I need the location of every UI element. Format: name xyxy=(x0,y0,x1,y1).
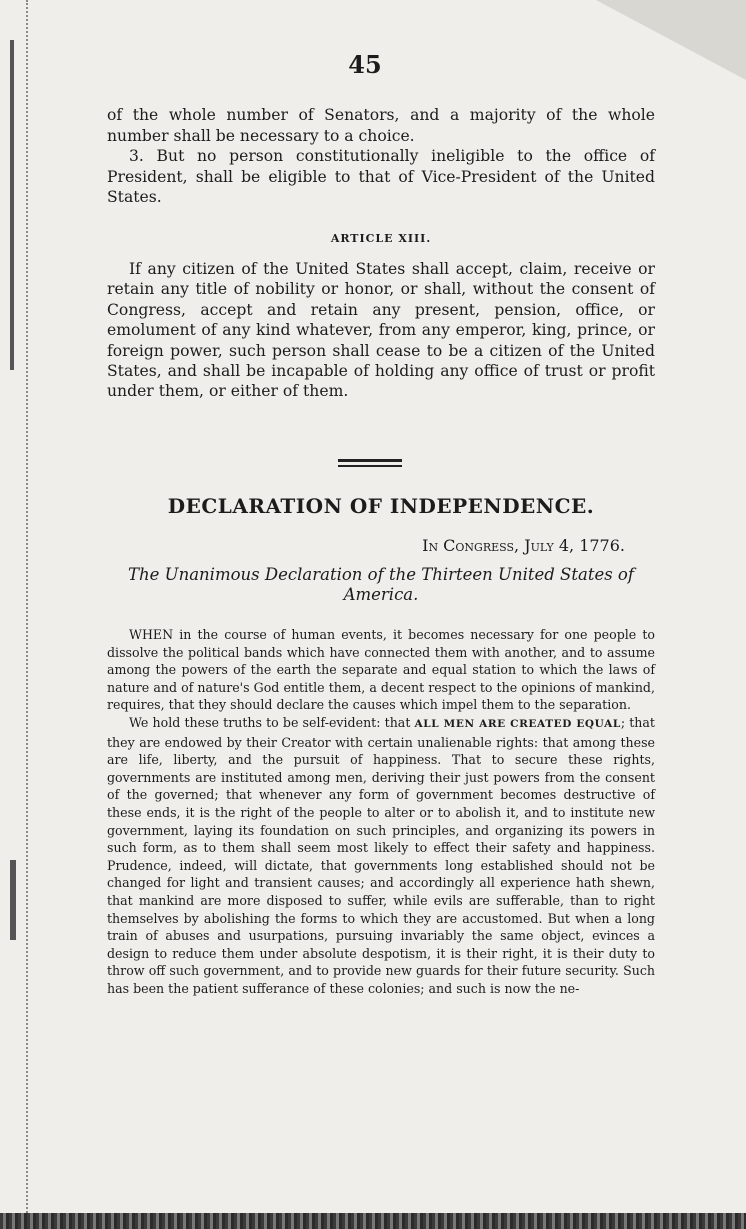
all-men-created-equal: ALL MEN ARE CREATED EQUAL xyxy=(414,717,621,730)
article-xiii-heading: ARTICLE XIII. xyxy=(330,232,432,245)
section-divider xyxy=(338,459,402,462)
paragraph-2-rest: ; that they are endowed by their Creator with certain unalienable rights: that among these are life, liberty, and the pursuit of happiness. That to secure these rights, governments are instituted among men, deriving their just powers from the consent of the governed; that whenever any form of government becomes destructive of these ends, it is the right of the people to alter or to abolish it, and to institute new government, laying its foundation on such principles, and organizing its powers in such form, as to them shall seem most likely to effect their safety and happiness. Prudence, indeed, will dictate, that governments long established should not be changed for light and transient causes; and accordingly all experience hath shewn, that mankind are more disposed to suffer, while evils are sufferable, than to right themselves by abolishing the forms to which they are accustomed. But when a long train of abuses and usurpations, pursuing invariably the same object, evinces a design to reduce them under absolute despotism, it is their right, it is their duty to throw off such government, and to provide new guards for their future security. Such has been the patient sufferance of these colonies; and such is now the ne- xyxy=(107,714,655,996)
declaration-body xyxy=(107,626,655,997)
binding-stain xyxy=(10,860,16,940)
declaration-paragraph-1: WHEN in the course of human events, it becomes necessary for one people to dissolve the political bands which have connected them with another, and to assume among the powers of the earth the separate and equal station to which the laws of nature and of nature's God entitle them, a decent respect to the opinions of mankind, requires, that they should declare the causes which impel them to the separation. xyxy=(107,627,655,713)
paragraph-2-lead: We hold these truths to be self-evident: that xyxy=(129,714,411,730)
congress-dateline: In Congress, July 4, 1776. xyxy=(422,536,625,555)
declaration-paragraph-2 xyxy=(107,714,655,998)
page-number: 45 xyxy=(348,50,382,79)
folded-corner xyxy=(596,0,746,80)
section-divider xyxy=(338,465,402,467)
article-xiii-text: If any citizen of the United States shall accept, claim, receive or retain any title of nobility or honor, or shall, without the consent of Congress, accept and retain any present, pension, office, or emolument of any kind whatever, from any emperor, king, prince, or foreign power, such person shall cease to be a citizen of the United States, and shall be incapable of holding any office of trust or profit under them, or either of them. xyxy=(107,260,655,401)
page-bottom-edge xyxy=(0,1213,746,1229)
declaration-subtitle: The Unanimous Declaration of the Thirteen United States of America. xyxy=(128,565,634,604)
binding-stain xyxy=(10,40,14,370)
page-binding-edge xyxy=(0,0,28,1229)
article-xii-paragraph-end: of the whole number of Senators, and a majority of the whole number shall be necessary to a choice. xyxy=(107,106,655,145)
article-xiii-body xyxy=(107,259,655,402)
article-xii-continued xyxy=(107,105,655,208)
declaration-title: DECLARATION OF INDEPENDENCE. xyxy=(167,494,595,518)
article-xii-section-3: 3. But no person constitutionally ineligible to the office of President, shall be eligible to that of Vice-President of the United States. xyxy=(107,147,655,207)
